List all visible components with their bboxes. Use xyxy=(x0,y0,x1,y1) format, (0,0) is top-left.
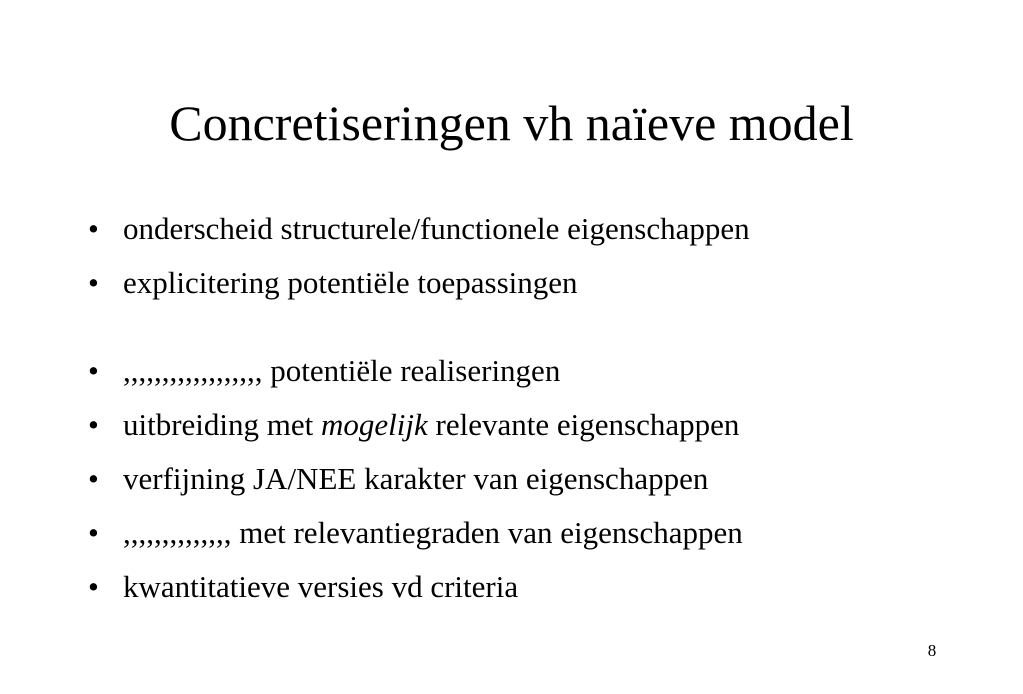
bullet-item xyxy=(88,209,988,249)
bullet-text-suffix: relevante eigenschappen xyxy=(427,407,740,442)
page-number: 8 xyxy=(927,641,937,660)
bullet-marker-icon: • xyxy=(88,211,99,246)
bullet-text: verfijning JA/NEE karakter van eigenschappen xyxy=(123,461,709,496)
bullet-item xyxy=(88,513,988,553)
bullet-marker-icon: • xyxy=(88,265,99,300)
bullet-list xyxy=(88,209,988,621)
bullet-text: onderscheid structurele/functionele eigenschappen xyxy=(123,211,750,246)
bullet-text: explicitering potentiële toepassingen xyxy=(123,265,578,300)
bullet-text: kwantitatieve versies vd criteria xyxy=(123,569,519,604)
bullet-item xyxy=(88,459,988,499)
bullet-marker-icon: • xyxy=(88,353,99,388)
bullet-marker-icon: • xyxy=(88,461,99,496)
slide-title: Concretiseringen vh naïeve model xyxy=(169,95,854,151)
bullet-text: ,,,,,,,,,,,,,, met relevantiegraden van eigenschappen xyxy=(123,515,743,550)
bullet-text-prefix: uitbreiding met xyxy=(123,407,322,442)
bullet-text-emphasis: mogelijk xyxy=(321,407,428,442)
bullet-marker-icon: • xyxy=(88,407,99,442)
bullet-item xyxy=(88,405,988,445)
bullet-marker-icon: • xyxy=(88,515,99,550)
bullet-marker-icon: • xyxy=(88,569,99,604)
bullet-item xyxy=(88,263,988,303)
bullet-item xyxy=(88,351,988,391)
bullet-text: ,,,,,,,,,,,,,,,,,, potentiële realiseringen xyxy=(123,353,561,388)
bullet-item xyxy=(88,567,988,607)
